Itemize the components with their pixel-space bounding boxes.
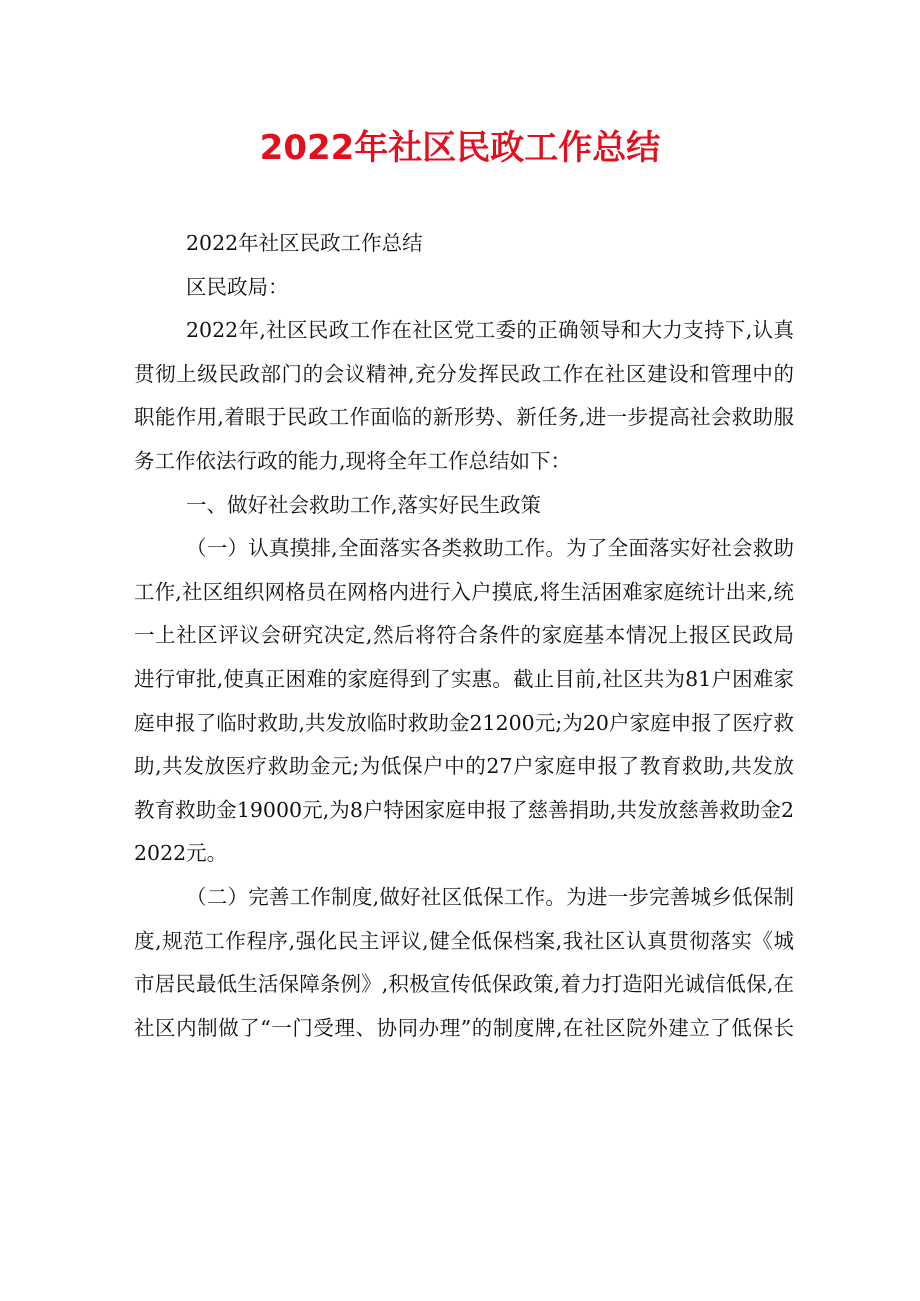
document-body bbox=[134, 222, 794, 1050]
document-title: 2022年社区民政工作总结 bbox=[259, 128, 661, 168]
section-heading: 一、做好社会救助工作,落实好民生政策 bbox=[186, 492, 542, 517]
subsection-two-paragraph: （二）完善工作制度,做好社区低保工作。为进一步完善城乡低保制度,规范工作程序,强化民主评议,健全低保档案,我社区认真贯彻落实《城市居民最低生活保障条例》,积极宣传低保政策,着力打造阳光诚信低保,在社区内制做了“一门受理、协同办理”的制度牌,在社区院外建立了低保长 bbox=[134, 884, 794, 1040]
subtitle-line: 2022年社区民政工作总结 bbox=[186, 231, 423, 255]
intro-paragraph: 2022年,社区民政工作在社区党工委的正确领导和大力支持下,认真贯彻上级民政部门的会议精神,充分发挥民政工作在社区建设和管理中的职能作用,着眼于民政工作面临的新形势、新任务,进一步提高社会救助服务工作依法行政的能力,现将全年工作总结如下： bbox=[134, 318, 794, 473]
recipient-line: 区民政局： bbox=[186, 274, 289, 299]
subsection-one-paragraph: （一）认真摸排,全面落实各类救助工作。为了全面落实好社会救助工作,社区组织网格员在网格内进行入户摸底,将生活困难家庭统计出来,统一上社区评议会研究决定,然后将符合条件的家庭基本情况上报区民政局进行审批,使真正困难的家庭得到了实惠。截止目前,社区共为81户困难家庭申报了临时救助,共发放临时救助金21200元;为20户家庭申报了医疗救助,共发放医疗救助金元;为低保户中的27户家庭申报了教育救助,共发放教育救助金19000元,为8户特困家庭申报了慈善捐助,共发放慈善救助金22022元。 bbox=[134, 536, 794, 866]
